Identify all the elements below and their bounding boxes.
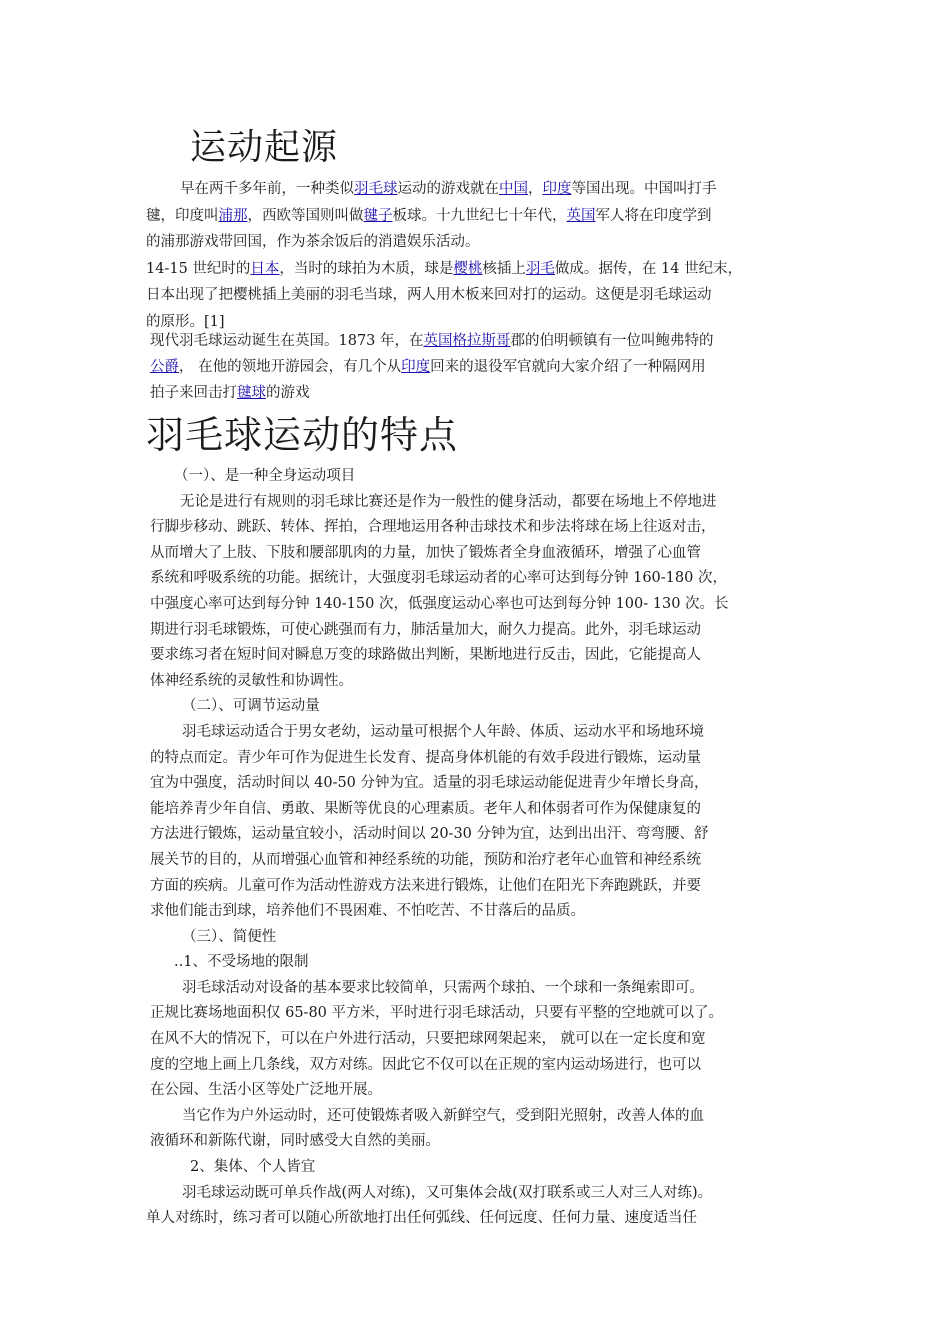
text-line: 的特点而定。青少年可作为促进生长发育、提高身体机能的有效手段进行锻炼，运动量: [150, 749, 701, 766]
text-run: 的游戏: [266, 385, 310, 401]
text-run: ，: [528, 181, 543, 197]
text-line: 正规比赛场地面积仅 65-80 平方米，平时进行羽毛球活动，只要有平整的空地就可以了。: [150, 1005, 724, 1022]
text-line: 羽毛球活动对设备的基本要求比较简单，只需两个球拍、一个球和一条绳索即可。: [182, 979, 704, 996]
text-line: 无论是进行有规则的羽毛球比赛还是作为一般性的健身活动，都要在场地上不停地进: [180, 493, 717, 510]
link-india-2[interactable]: 印度: [401, 359, 431, 375]
features-body: [146, 464, 796, 1232]
text-run: 回来的退役军官就向大家介绍了一种隔网用: [430, 359, 706, 375]
text-run: 板球。十九世纪七十年代，: [392, 207, 567, 224]
text-line: 当它作为户外运动时，还可使锻炼者吸入新鲜空气，受到阳光照射，改善人体的血: [182, 1107, 704, 1124]
text-line: [146, 328, 796, 354]
text-run: 军人将在印度学到: [595, 207, 712, 224]
subheading-line: （三）、简便性: [182, 928, 277, 945]
text-line: 求他们能击到球，培养他们不畏困难、不怕吃苦、不甘落后的品质。: [150, 903, 585, 920]
text-line: 能培养青少年自信、勇敢、果断等优良的心理素质。老年人和体弱者可作为保健康复的: [150, 800, 701, 817]
text-line: 展关节的目的，从而增强心血管和神经系统的功能，预防和治疗老年心血管和神经系统: [150, 851, 701, 868]
text-run: 做成。据传，在 14 世纪末，: [554, 260, 743, 277]
text-line: 羽毛球运动适合于男女老幼，运动量可根据个人年龄、体质、运动水平和场地环境: [182, 723, 704, 740]
text-line: [146, 176, 816, 203]
link-feather[interactable]: 羽毛: [525, 260, 555, 277]
text-line: 在公园、生活小区等处广泛地开展。: [150, 1082, 382, 1099]
text-line: 要求练习者在短时间对瞬息万变的球路做出判断，果断地进行反击，因此，它能提高人: [150, 647, 701, 664]
text-line: 液循环和新陈代谢，同时感受大自然的美丽。: [150, 1133, 440, 1150]
link-jianqiu[interactable]: 毽球: [237, 385, 266, 401]
link-duke[interactable]: 公爵: [150, 359, 179, 375]
link-cherry[interactable]: 樱桃: [453, 260, 483, 277]
text-line: 系统和呼吸系统的功能。据统计，大强度羽毛球运动者的心率可达到每分钟 160-180 次，: [150, 570, 727, 587]
subheading-line: ..1、不受场地的限制: [174, 954, 309, 971]
link-glasgow[interactable]: 英国格拉斯哥: [423, 333, 511, 349]
heading-features: 羽毛球运动的特点: [146, 413, 459, 457]
text-line: [146, 256, 816, 283]
text-line: [146, 203, 816, 230]
subheading-line: （一）、是一种全身运动项目: [174, 468, 356, 484]
text-line: 期进行羽毛球锻炼，可使心跳强而有力，肺活量加大，耐久力提高。此外，羽毛球运动: [150, 621, 701, 638]
text-run: ，当时的球拍为木质，球是: [279, 260, 454, 277]
text-run: 拍子来回击打: [150, 385, 237, 401]
link-japan[interactable]: 日本: [250, 260, 280, 277]
text-line: 体神经系统的灵敏性和协调性。: [150, 672, 353, 689]
link-britain[interactable]: 英国: [566, 207, 596, 224]
link-india[interactable]: 印度: [542, 181, 572, 197]
text-line: 行脚步移动、跳跃、转体、挥拍，合理地运用各种击球技术和步法将球在场上往返对击，: [150, 519, 716, 536]
text-line: [146, 380, 796, 406]
text-run: 14-15 世纪时的: [146, 260, 251, 277]
text-run: 毽，印度叫: [146, 207, 219, 224]
text-line: 度的空地上画上几条线，双方对练。因此它不仅可以在正规的室内运动场进行，也可以: [150, 1056, 701, 1073]
text-run: 核插上: [482, 260, 526, 277]
text-run: ，西欧等国则叫做: [247, 207, 364, 224]
text-line: 的原形。[1]: [146, 313, 225, 330]
text-line: 单人对练时，练习者可以随心所欲地打出任何弧线、任何远度、任何力量、速度适当任: [146, 1210, 697, 1227]
text-run: ， 在他的领地开游园会，有几个从: [179, 359, 402, 375]
subheading-line: 2、集体、个人皆宜: [190, 1159, 316, 1176]
text-line: 方法进行锻炼，运动量宜较小，活动时间以 20-30 分钟为宜，达到出出汗、弯弯腰、舒: [150, 826, 709, 843]
subheading-line: （二）、可调节运动量: [182, 698, 320, 715]
text-line: 羽毛球运动既可单兵作战(两人对练)，又可集体会战(双打联系或三人对三人对练)。: [182, 1184, 713, 1201]
link-shuttlecock[interactable]: 毽子: [363, 207, 393, 224]
text-line: 方面的疾病。儿童可作为活动性游戏方法来进行锻炼，让他们在阳光下奔跑跳跃，并要: [150, 877, 701, 894]
text-run: 郡的伯明顿镇有一位叫鲍弗特的: [510, 333, 714, 349]
origin-paragraph-3: [146, 328, 796, 406]
text-line: 日本出现了把樱桃插上美丽的羽毛当球，两人用木板来回对打的运动。这便是羽毛球运动: [146, 287, 712, 303]
link-china[interactable]: 中国: [499, 181, 528, 197]
text-line: 宜为中强度，活动时间以 40-50 分钟为宜。适量的羽毛球运动能促进青少年增长身高，: [150, 775, 709, 792]
text-line: 的浦那游戏带回国，作为茶余饭后的消遣娱乐活动。: [146, 234, 480, 250]
link-puna[interactable]: 浦那: [218, 207, 248, 224]
text-run: 早在两千多年前，一种类似: [180, 181, 354, 197]
text-line: 从而增大了上肢、下肢和腰部肌肉的力量，加快了锻炼者全身血液循环，增强了心血管: [150, 544, 701, 561]
link-badminton[interactable]: 羽毛球: [354, 181, 398, 197]
text-line: [146, 354, 796, 380]
text-run: 现代羽毛球运动诞生在英国。1873 年，在: [150, 333, 424, 349]
text-run: 等国出现。中国叫打手: [571, 181, 717, 197]
text-line: 在风不大的情况下，可以在户外进行活动，只要把球网架起来， 就可以在一定长度和宽: [150, 1031, 706, 1048]
text-line: 中强度心率可达到每分钟 140-150 次，低强度运动心率也可达到每分钟 100- 130 次。长: [150, 595, 729, 612]
heading-origin: 运动起源: [190, 127, 339, 168]
origin-paragraph-1: [146, 176, 816, 335]
text-run: 运动的游戏就在: [397, 181, 499, 197]
